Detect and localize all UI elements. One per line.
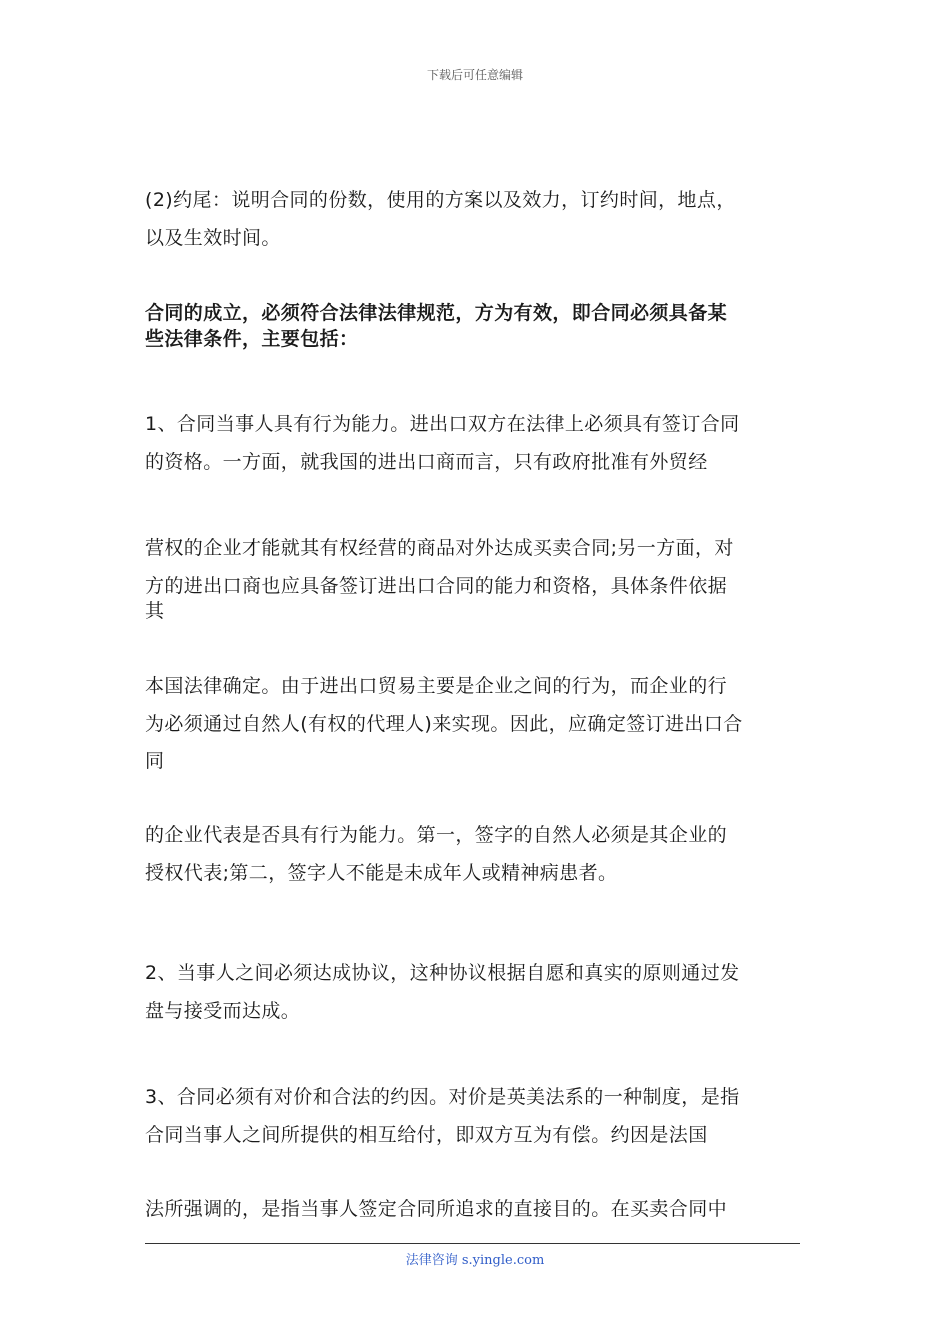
bold-text-line: 些法律条件，主要包括： — [145, 328, 359, 350]
text-line: 其 — [145, 600, 165, 622]
text-line: 1、合同当事人具有行为能力。进出口双方在法律上必须具有签订合同 — [145, 413, 740, 435]
text-line: 方的进出口商也应具备签订进出口合同的能力和资格，具体条件依据 — [145, 575, 728, 597]
footer-divider — [145, 1243, 800, 1244]
footer-link[interactable]: 法律咨询 s.yingle.com — [405, 1253, 545, 1268]
text-line: 以及生效时间。 — [145, 227, 281, 249]
text-line: 的资格。一方面，就我国的进出口商而言，只有政府批准有外贸经 — [145, 451, 708, 473]
text-line: 为必须通过自然人(有权的代理人)来实现。因此，应确定签订进出口合 — [145, 713, 743, 735]
text-line: 同 — [145, 750, 165, 772]
text-line: 合同当事人之间所提供的相互给付，即双方互为有偿。约因是法国 — [145, 1124, 708, 1146]
page-header: 下载后可任意编辑 — [426, 68, 523, 82]
text-line: (2)约尾：说明合同的份数，使用的方案以及效力，订约时间，地点， — [145, 189, 736, 211]
text-line: 3、合同必须有对价和合法的约因。对价是英美法系的一种制度，是指 — [145, 1086, 740, 1108]
text-line: 本国法律确定。由于进出口贸易主要是企业之间的行为，而企业的行 — [145, 675, 728, 697]
text-line: 的企业代表是否具有行为能力。第一，签字的自然人必须是其企业的 — [145, 824, 728, 846]
text-line: 2、当事人之间必须达成协议，这种协议根据自愿和真实的原则通过发 — [145, 962, 740, 984]
text-line: 授权代表;第二，签字人不能是未成年人或精神病患者。 — [145, 862, 618, 884]
text-line: 法所强调的，是指当事人签定合同所追求的直接目的。在买卖合同中 — [145, 1198, 728, 1220]
bold-text-line: 合同的成立，必须符合法律法律规范，方为有效，即合同必须具备某 — [145, 302, 728, 324]
text-line: 营权的企业才能就其有权经营的商品对外达成买卖合同;另一方面，对 — [145, 537, 734, 559]
text-line: 盘与接受而达成。 — [145, 1000, 301, 1022]
